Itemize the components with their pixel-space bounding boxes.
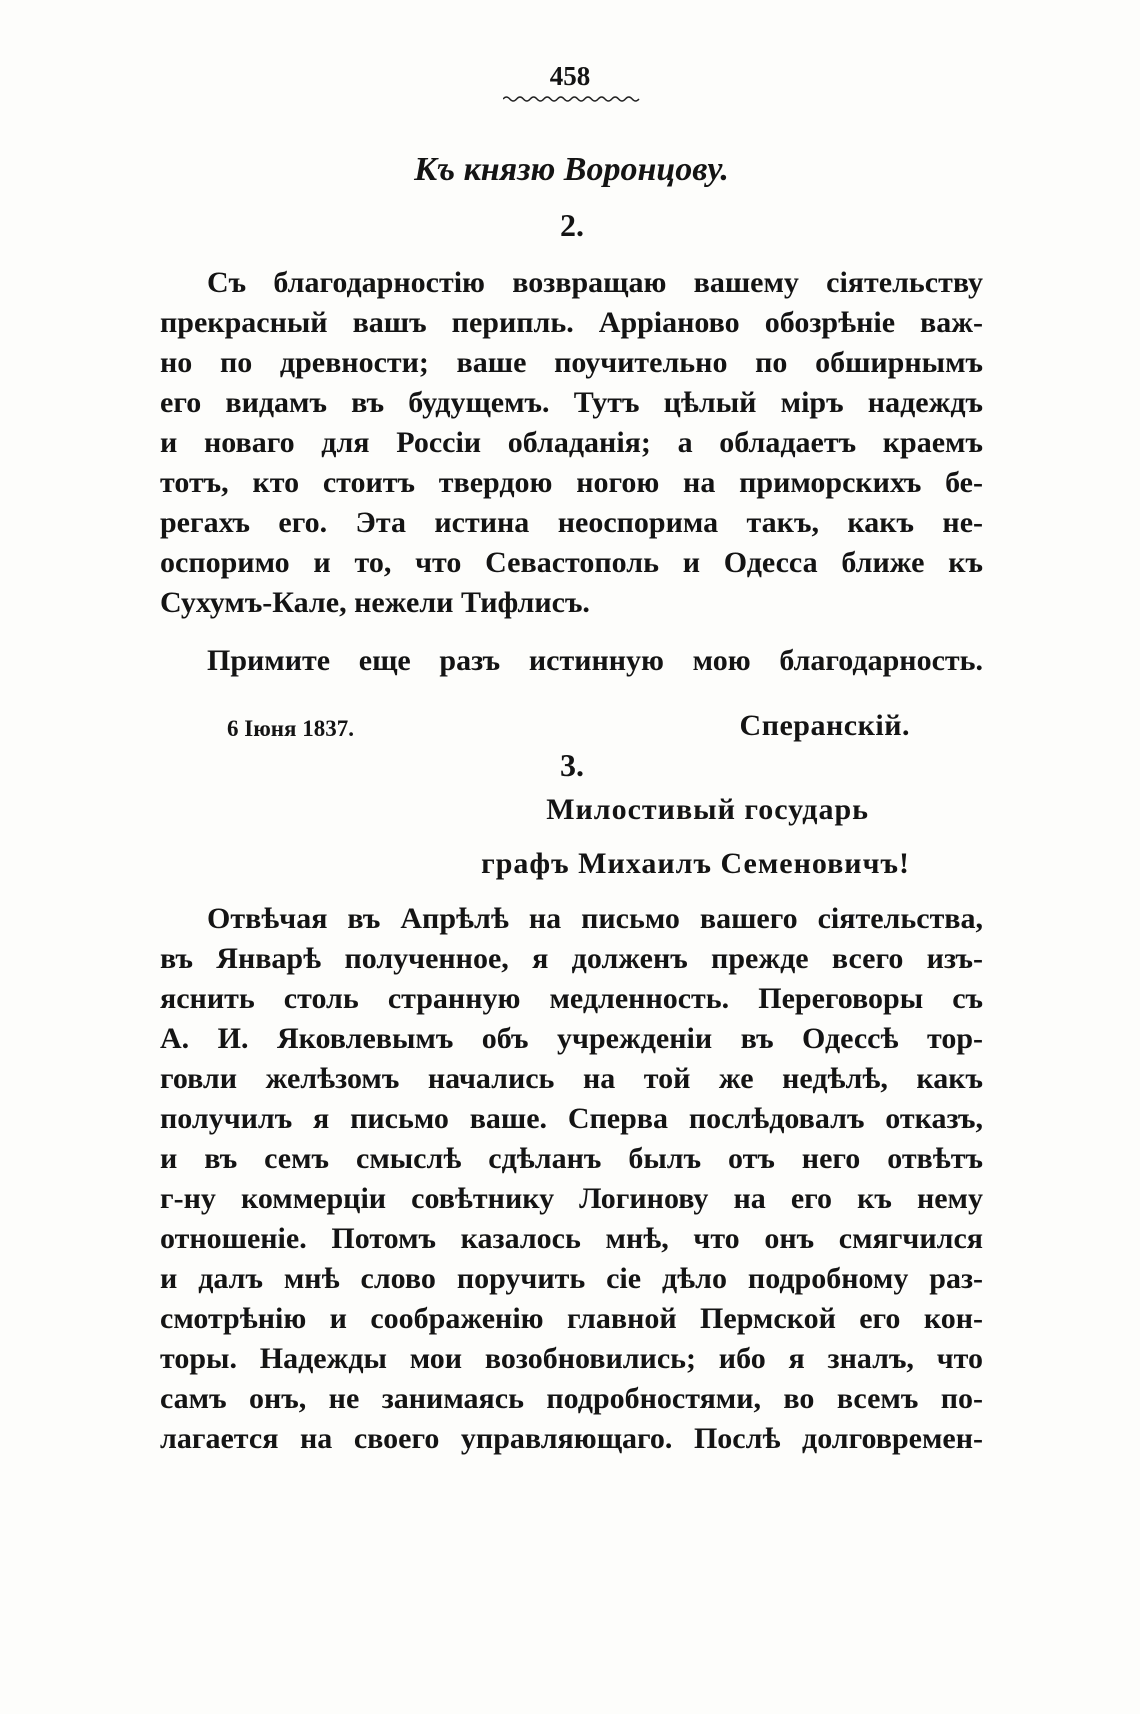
paragraph-line: и далъ мнѣ слово поручить сіе дѣло подробному раз-: [160, 1262, 983, 1295]
signature: Сперанскій.: [739, 709, 910, 742]
paragraph-line: но по древности; ваше поучительно по обширнымъ: [160, 346, 983, 379]
salutation-line: Милостивый государь: [546, 793, 869, 826]
paragraph-line: самъ онъ, не занимаясь подробностями, во всемъ по-: [160, 1382, 983, 1415]
paragraph-line: отношеніе. Потомъ казалось мнѣ, что онъ смягчился: [160, 1222, 983, 1255]
salutation-line: графъ Михаилъ Семеновичъ!: [481, 847, 910, 880]
paragraph-line: смотрѣнію и соображенію главной Пермской его кон-: [160, 1302, 983, 1335]
paragraph-line: торы. Надежды мои возобновились; ибо я зналъ, что: [160, 1342, 983, 1375]
paragraph-line: регахъ его. Эта истина неоспорима такъ, какъ не-: [160, 506, 983, 539]
paragraph-line: лагается на своего управляющаго. Послѣ долговремен-: [160, 1422, 983, 1455]
paragraph-line: г-ну коммерціи совѣтнику Логинову на его къ нему: [160, 1182, 983, 1215]
letter-number: 3.: [560, 747, 584, 783]
paragraph-line: Сухумъ-Кале, нежели Тифлисъ.: [160, 586, 590, 619]
paragraph-line: яснить столь странную медленность. Переговоры съ: [160, 982, 983, 1015]
closing-line: Примите еще разъ истинную мою благодарность.: [207, 644, 983, 677]
paragraph-line: тотъ, кто стоитъ твердою ногою на приморскихъ бе-: [160, 466, 983, 499]
letter-heading: Къ князю Воронцову.: [414, 151, 729, 188]
paragraph-line: говли желѣзомъ начались на той же недѣлѣ, какъ: [160, 1062, 983, 1095]
paragraph-line: А. И. Яковлевымъ объ учрежденіи въ Одессѣ тор-: [160, 1022, 983, 1055]
paragraph-line: Отвѣчая въ Апрѣлѣ на письмо вашего сіятельства,: [207, 902, 983, 935]
page-number: 458: [549, 61, 591, 91]
paragraph-line: его видамъ въ будущемъ. Тутъ цѣлый міръ надеждъ: [160, 386, 983, 419]
paragraph-line: оспоримо и то, что Севастополь и Одесса ближе къ: [160, 546, 983, 579]
paragraph-line: прекрасный вашъ перипль. Арріаново обозрѣніе важ-: [160, 306, 983, 339]
paragraph-line: въ Январѣ полученное, я долженъ прежде всего изъ-: [160, 942, 983, 975]
paragraph-line: получилъ я письмо ваше. Сперва послѣдовалъ отказъ,: [160, 1102, 983, 1135]
paragraph-line: и въ семъ смыслѣ сдѣланъ былъ отъ него отвѣтъ: [160, 1142, 983, 1175]
paragraph-line: Съ благодарностію возвращаю вашему сіятельству: [207, 266, 983, 299]
paragraph-line: и новаго для Россіи обладанія; а обладаетъ краемъ: [160, 426, 983, 459]
letter-date: 6 Іюня 1837.: [227, 716, 354, 741]
letter-number: 2.: [560, 207, 584, 243]
wavy-rule-ornament: [503, 95, 640, 103]
